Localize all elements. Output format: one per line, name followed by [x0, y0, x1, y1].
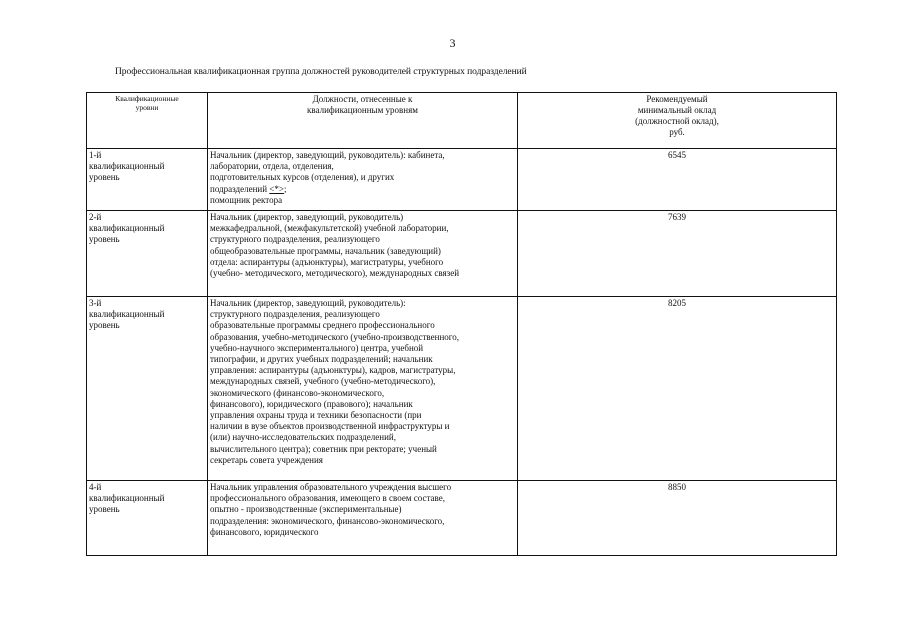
- table-row: [87, 481, 837, 556]
- positions-cell: Начальник (директор, заведующий, руководитель) межкафедральной, (межфакультетской) учебной лаборатории, структурного подразделения, реализующего общеобразовательные программы, начальник (заведующий) отдела: аспирантуры (адъюнктуры), магистратуры, учебного (учебно- методического, методического), международных связей: [208, 211, 518, 297]
- salary-cell: 8850: [518, 481, 837, 556]
- table-header-row: [87, 93, 837, 149]
- header-levels: Квалификационные уровни: [87, 93, 208, 149]
- salary-cell: 6545: [518, 149, 837, 211]
- header-salary: Рекомендуемый минимальный оклад (должностной оклад), руб.: [518, 93, 837, 149]
- level-cell: 4-й квалификационный уровень: [87, 481, 208, 556]
- salary-cell: 7639: [518, 211, 837, 297]
- table-row: [87, 297, 837, 481]
- positions-cell: Начальник (директор, заведующий, руководитель): структурного подразделения, реализующего образовательные программы среднего профессионального образования, учебно-методического (учебно-производственного, учебно-научного экспериментального) центра, учебной типографии, и других учебных подразделений; начальник управления: аспирантуры (адъюнктуры), кадров, магистратуры, международных связей, учебного (учебно-методического), экономического (финансово-экономического, финансового), юридического (правового); начальник управления охраны труда и техники безопасности (при наличии в вузе объектов производственной инфраструктуры и (или) научно-исследовательских подразделений, вычислительного центра); советник при ректорате; ученый секретарь совета учреждения: [208, 297, 518, 481]
- positions-text-continued: ; помощник ректора: [210, 183, 287, 205]
- positions-cell: [208, 149, 518, 211]
- qualification-table: [86, 92, 837, 556]
- table-row: [87, 149, 837, 211]
- salary-cell: 8205: [518, 297, 837, 481]
- level-cell: 3-й квалификационный уровень: [87, 297, 208, 481]
- footnote-link[interactable]: <*>: [269, 183, 284, 194]
- level-cell: 1-й квалификационный уровень: [87, 149, 208, 211]
- table-row: [87, 211, 837, 297]
- document-title: Профессиональная квалификационная группа должностей руководителей структурных подразделений: [115, 67, 527, 77]
- positions-cell: Начальник управления образовательного учреждения высшего профессионального образования, имеющего в своем составе, опытно - производственные (экспериментальные) подразделения: экономического, финансово-экономического, финансового, юридического: [208, 481, 518, 556]
- page-number: 3: [449, 36, 456, 50]
- header-positions: Должности, отнесенные к квалификационным уровням: [208, 93, 518, 149]
- positions-text: Начальник (директор, заведующий, руководитель): кабинета, лаборатории, отдела, отделения, подготовительных курсов (отделения), и других подразделений: [210, 150, 445, 194]
- level-cell: 2-й квалификационный уровень: [87, 211, 208, 297]
